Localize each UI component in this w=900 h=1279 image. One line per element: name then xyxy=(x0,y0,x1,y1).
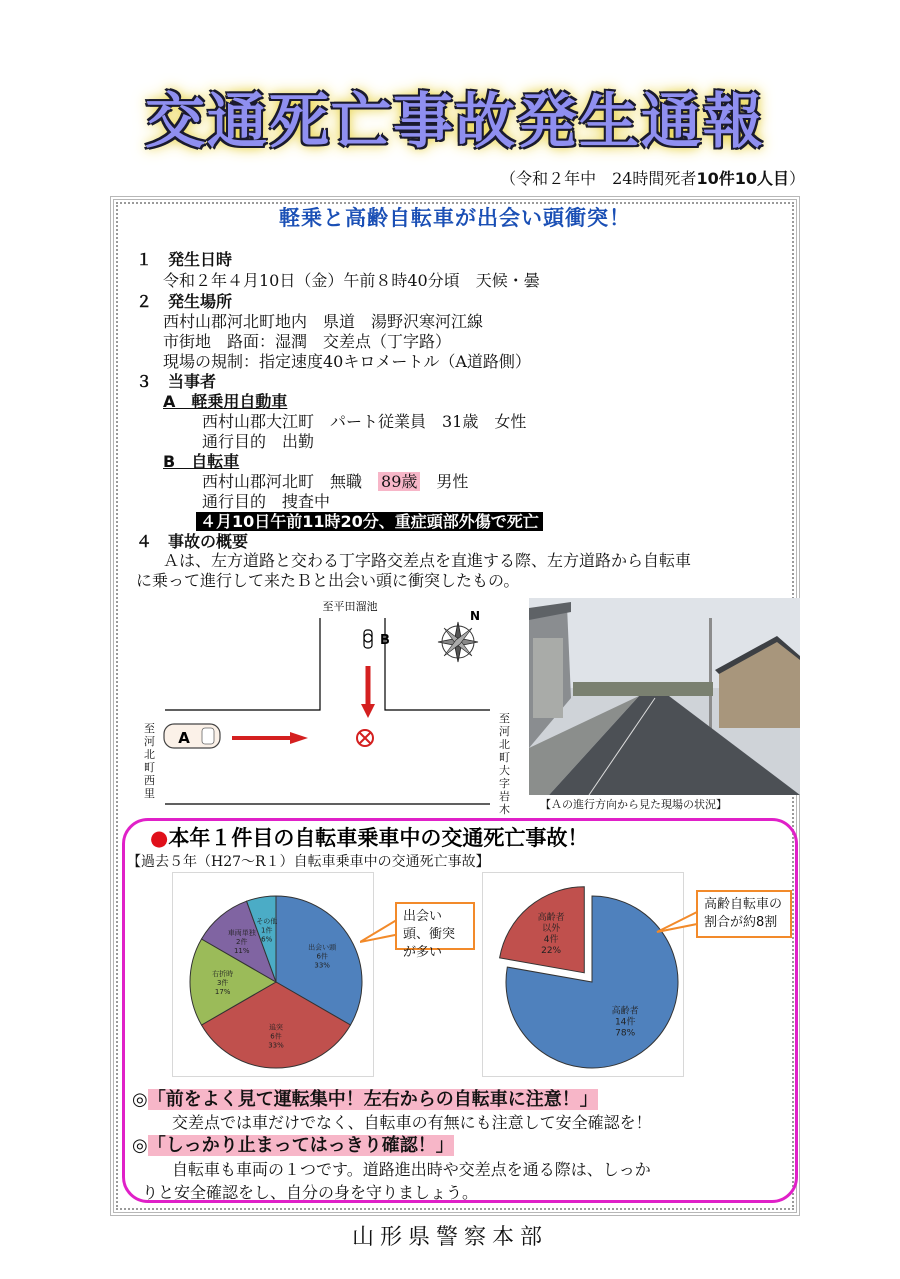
scene-photo xyxy=(529,598,800,795)
party-b-age: 89歳 xyxy=(378,472,420,491)
compass-icon xyxy=(438,622,478,662)
pie-slice-label: 14件 xyxy=(614,1017,636,1028)
section-number: １ xyxy=(136,250,153,269)
pie-slice-label: 33% xyxy=(314,961,330,970)
place-line-1: 西村山郡河北町地内 県道 湯野沢寒河江線 xyxy=(163,312,484,331)
pie-slice-label: 11% xyxy=(233,947,250,956)
result-bar: ４月10日午前11時20分、重症頭部外傷で死亡 xyxy=(196,512,543,531)
pie-slice-label: 出会い頭 xyxy=(308,943,337,952)
date-line: 令和２年４月10日（金）午前８時40分頃 天候・曇 xyxy=(163,271,540,290)
bike-label: B xyxy=(380,633,390,648)
road-edge-left xyxy=(165,618,320,710)
pie-slice-label: 以外 xyxy=(542,923,561,934)
pie-slice-label: 33% xyxy=(268,1041,284,1050)
double-circle-icon: ◎ xyxy=(132,1089,148,1110)
pie-slice-label: 17% xyxy=(214,988,231,996)
section-label: 発生日時 xyxy=(168,250,233,269)
callout-2-pointer xyxy=(655,908,700,938)
callout-1-pointer xyxy=(360,890,400,950)
diagram-left-label: 至河北町西里 xyxy=(144,722,155,800)
bicycle-icon xyxy=(364,630,372,648)
car-icon xyxy=(164,724,220,748)
pie-slice-label: 4件 xyxy=(543,934,559,945)
party-b-sex: 男性 xyxy=(436,472,469,491)
pie-slice-label: 追突 xyxy=(269,1023,283,1032)
pie-chart-accident-type xyxy=(172,872,372,1075)
subtitle-prefix: （令和２年中 24時間死者 xyxy=(500,169,697,188)
party-a-label: A 軽乗用自動車 xyxy=(163,392,288,411)
tip-1-line: 交差点では車だけでなく、自転車の有無にも注意して安全確認を！ xyxy=(172,1113,652,1132)
section-number: ３ xyxy=(136,372,153,391)
stats-subtitle: 【過去５年（H27～R１）自転車乗車中の交通死亡事故】 xyxy=(127,854,490,870)
stats-title xyxy=(150,822,588,852)
section-number: ４ xyxy=(136,532,153,551)
tip-1-headline xyxy=(132,1085,598,1111)
party-b-address: 西村山郡河北町 無職 xyxy=(202,472,363,491)
pie-slice-label: 右折時 xyxy=(212,970,234,978)
bullet-icon: ● xyxy=(150,826,169,850)
accident-diagram xyxy=(140,598,520,810)
place-line-2: 市街地 路面：湿潤 交差点（丁字路） xyxy=(163,332,452,351)
pie-slice-label: 6件 xyxy=(316,952,328,961)
pie-chart-age xyxy=(482,872,682,1075)
pie-slice-label: 高齢者 xyxy=(611,1006,639,1017)
compass-label: N xyxy=(470,609,481,623)
subtitle-suffix: ） xyxy=(788,169,805,188)
double-circle-icon: ◎ xyxy=(132,1135,148,1156)
party-a-line-2: 通行目的 出勤 xyxy=(202,432,315,451)
party-b-line-2: 通行目的 捜査中 xyxy=(202,492,331,511)
pie-slice-label: 3件 xyxy=(216,979,229,987)
diagram-right-label: 至河北町大字岩木 xyxy=(499,712,510,816)
car-label: A xyxy=(178,729,190,747)
summary-line-1: Ａは、左方道路と交わる丁字路交差点を直進する際、左方道路から自転車 xyxy=(163,551,692,570)
pie-slice-label: 高齢者 xyxy=(537,912,565,923)
pie-slice-label: 78% xyxy=(615,1028,636,1039)
collision-icon xyxy=(357,730,373,746)
subtitle-count: 10件10人目 xyxy=(696,169,789,188)
footer-organization: 山形県警察本部 xyxy=(351,1225,548,1250)
section-label: 発生場所 xyxy=(168,292,233,311)
tip-1-headline-text: 「前をよく見て運転集中！左右からの自転車に注意！」 xyxy=(147,1089,598,1110)
pie-slice-label: 車両単独 xyxy=(227,929,256,938)
callout-2: 高齢自転車の割合が約8割 xyxy=(696,890,792,938)
pie-slice-label: 6件 xyxy=(270,1032,282,1041)
pie-slice-label: 22% xyxy=(541,945,562,956)
section-label: 当事者 xyxy=(168,372,217,391)
tip-2-line-2: りと安全確認をし、自分の身を守りましょう。 xyxy=(142,1183,479,1202)
headline: 軽乗と高齢自転車が出会い頭衝突！ xyxy=(279,206,631,230)
tip-2-headline xyxy=(132,1131,454,1157)
pie-slice-label: 1件 xyxy=(261,926,273,935)
pie-slice-label: 6% xyxy=(261,935,273,944)
callout-1: 出会い頭、衝突が多い xyxy=(395,902,475,950)
diagram-top-label: 至平田溜池 xyxy=(322,600,378,613)
road-edge-right xyxy=(385,618,490,710)
page-title: 交通死亡事故発生通報 xyxy=(145,87,765,157)
summary-line-2: に乗って進行して来たＢと出会い頭に衝突したもの。 xyxy=(136,571,520,590)
subtitle xyxy=(500,166,805,189)
party-a-line-1: 西村山郡大江町 パート従業員 31歳 女性 xyxy=(202,412,527,431)
section-number: ２ xyxy=(136,292,153,311)
place-line-3: 現場の規制：指定速度40キロメートル（A道路側） xyxy=(163,352,531,371)
bike-arrow-head xyxy=(361,704,375,718)
pie-slice-label: その他 xyxy=(256,917,278,926)
section-label: 事故の概要 xyxy=(168,532,249,551)
pie-slice-label: 2件 xyxy=(235,938,248,947)
section-1-heading xyxy=(136,247,232,270)
photo-caption: 【Ａの進行方向から見た現場の状況】 xyxy=(540,798,727,811)
tip-2-headline-text: 「しっかり止まってはっきり確認！」 xyxy=(147,1135,454,1156)
stats-title-text: 本年１件目の自転車乗車中の交通死亡事故！ xyxy=(168,826,589,850)
car-arrow-head xyxy=(290,732,308,744)
party-b-label: B 自転車 xyxy=(163,452,240,471)
tip-2-line-1: 自転車も車両の１つです。道路進出時や交差点を通る際は、しっか xyxy=(172,1160,651,1179)
